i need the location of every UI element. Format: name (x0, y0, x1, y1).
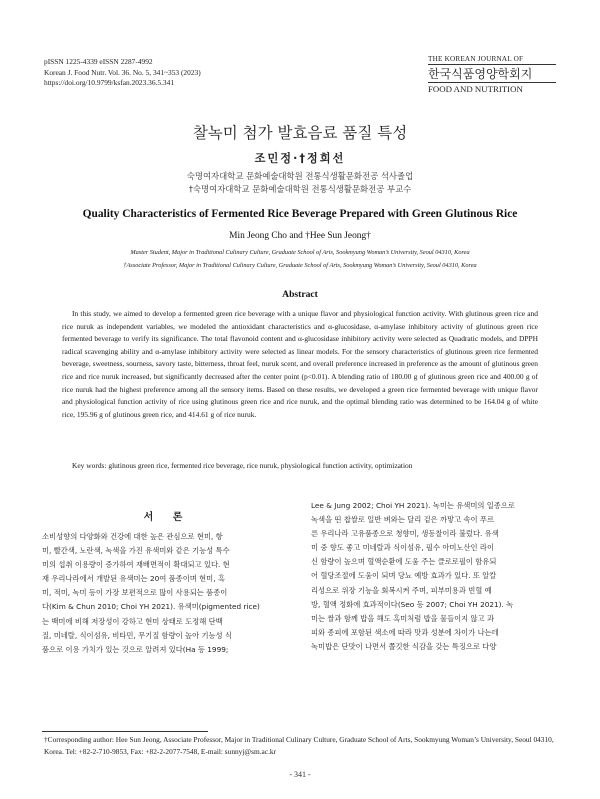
abstract-body (62, 308, 538, 421)
text-line: 리성으로 위장 기능을 회복시켜 주며, 피부미용과 빈혈 예 (311, 585, 492, 595)
citation-line: Korean J. Food Nutr. Vol. 36. No. 5, 341~353 (2023) (44, 67, 201, 77)
journal-name-korean: 한국식품영양학회지 (428, 67, 533, 81)
affiliation-english-1: Master Student, Major in Traditional Culinary Culture, Graduate School of Arts, Sookmyung Woman’s University, Seoul 04310, Korea (130, 249, 470, 256)
affiliation-korean-1: 숙명여자대학교 문화예술대학원 전통식생활문화전공 석사졸업 (186, 171, 414, 181)
issn-line: pISSN 1225-4339 eISSN 2287-4992 (44, 57, 153, 66)
section-heading-introduction: 서 론 (143, 512, 191, 523)
text-line: 는 백미에 비해 저장성이 강하고 현미 상태로 도정해 단백 (42, 616, 223, 626)
corresponding-author-footnote: †Corresponding author: Hee Sun Jeong, Associate Professor, Major in Traditional Culinary Culture, Graduate School of Arts, Sookmyung Woman’s University, Seoul 04310, Korea. Tel: +82-2-710-9853, Fax: +82-2-2077-7548, E-mail: sunnyj@sm.ac.kr (44, 735, 554, 756)
text-line: 소비성향의 다양화와 건강에 대한 높은 관심으로 현미, 항 (42, 532, 223, 541)
text-line: 미의 섭취 이용량이 증가하여 재배면적이 확대되고 있다. 현 (42, 560, 230, 570)
authors-korean: 조민정·†정희선 (254, 152, 346, 165)
keywords (62, 460, 538, 472)
citation-block (44, 57, 201, 89)
doi-link[interactable]: https://doi.org/10.9799/ksfan.2023.36.5.341 (44, 78, 175, 87)
affiliation-korean-2: †숙명여자대학교 문화예술대학원 전통식생활문화전공 부교수 (188, 184, 412, 194)
text-line: 른 우리나라 고유품종으로 청향미, 생동찰이라 불렀다. 유색 (311, 529, 499, 539)
text-line: 미 중 향도 좋고 미네랄과 식이섬유, 필수 아미노산인 라이 (311, 543, 494, 553)
text-line: Lee & Jung 2002; Choi YH 2021). 녹미는 유색미의 일종으로 (311, 501, 515, 510)
abstract-heading: Abstract (282, 289, 318, 300)
journal-name-top: THE KOREAN JOURNAL OF (428, 55, 556, 65)
text-line: 미는 쌀과 함께 밥을 해도 흑미처럼 밥을 물들이지 않고 과 (311, 613, 494, 623)
text-line: 다(Kim & Chun 2010; Choi YH 2021). 유색미(pigmented rice) (42, 602, 260, 612)
text-line: 신 함량이 높으며 혈액순환에 도움 주는 클로로필이 함유되 (311, 557, 497, 567)
text-line: 방, 혈액 정화에 효과적이다(Seo 등 2007; Choi YH 2021). 녹 (311, 599, 514, 609)
text-line: 녹색을 띤 찹쌀로 일반 벼와는 달리 겉은 까맣고 속이 푸르 (311, 515, 494, 525)
text-line: 녹미밥은 단맛이 나면서 쫄깃한 식감을 갖는 특징으로 다양 (311, 641, 497, 651)
footnote-divider (42, 731, 208, 732)
text-line: 품으로 이용 가치가 있는 것으로 알려져 있다(Ha 등 1999; (42, 644, 229, 654)
journal-name-english: FOOD AND NUTRITION (428, 82, 556, 94)
title-korean: 찰녹미 첨가 발효음료 품질 특성 (192, 124, 408, 142)
keywords-text: Key words: glutinous green rice, fermented rice beverage, rice nuruk, physiological function activity, optimization (72, 461, 413, 470)
journal-masthead (428, 55, 556, 94)
text-line: 피와 종피에 포함된 색소에 따라 맛과 성분에 차이가 나는데 (311, 627, 499, 637)
authors-english: Min Jeong Cho and †Hee Sun Jeong† (229, 231, 371, 241)
title-english: Quality Characteristics of Fermented Rice Beverage Prepared with Green Glutinous Rice (82, 208, 518, 220)
affiliation-english-2: †Associate Professor, Major in Traditional Culinary Culture, Graduate School of Arts, Sookmyung Woman’s University, Seoul 04310, Korea (123, 262, 477, 269)
text-line: 질, 미네랄, 식이섬유, 비타민, 무기질 함량이 높아 기능성 식 (42, 630, 232, 640)
text-line: 미, 적미, 녹미 등이 가장 보편적으로 많이 사용되는 품종이 (42, 588, 228, 598)
text-line: 어 혈당조절에 도움이 되며 당뇨 예방 효과가 있다. 또 알칼 (311, 571, 497, 581)
page-number: - 341 - (289, 770, 311, 779)
intro-right-column (311, 499, 561, 654)
text-line: 미, 빨간색, 노란색, 녹색을 가진 유색미와 같은 기능성 특수 (42, 546, 230, 556)
abstract-text: In this study, we aimed to develop a fermented green rice beverage with a unique flavor and physiological function activity. With glutinous green rice and rice nuruk as independent variables, we modeled the antioxidant characteristics and α-glucosidase, α-amylase inhibitory activity of glutinous green rice fermented beverage to verify its significance. The total flavonoid content and α-glucosidase inhibitory activity were selected as Quadratic models, and DPPH radical scavenging ability and α-amylase inhibitory activity were selected as linear models. For the sensory characteristics of glutinous green rice fermented beverage, sweetness, sourness, savory taste, bitterness, throat feel, nuruk scent, and overall preference increased in preference as the amount of glutinous green rice and rice nuruk increased, but significantly decreased after the center point (p<0.01). A blending ratio of 180.00 g of glutinous green rice and 400.00 g of rice nuruk had the highest preference among all the sensory items. Based on these results, we developed a green rice fermented beverage with unique flavor and physiological function activity of rice using glutinous green rice and rice nuruk, and the optimal blending ratio was determined to be 164.04 g of white rice, 195.96 g of glutinous green rice, and 414.61 g of rice nuruk. (62, 309, 538, 419)
intro-left-column (42, 530, 292, 657)
text-line: 재 우리나라에서 개발된 유색미는 20여 품종이며 현미, 흑 (42, 574, 225, 584)
